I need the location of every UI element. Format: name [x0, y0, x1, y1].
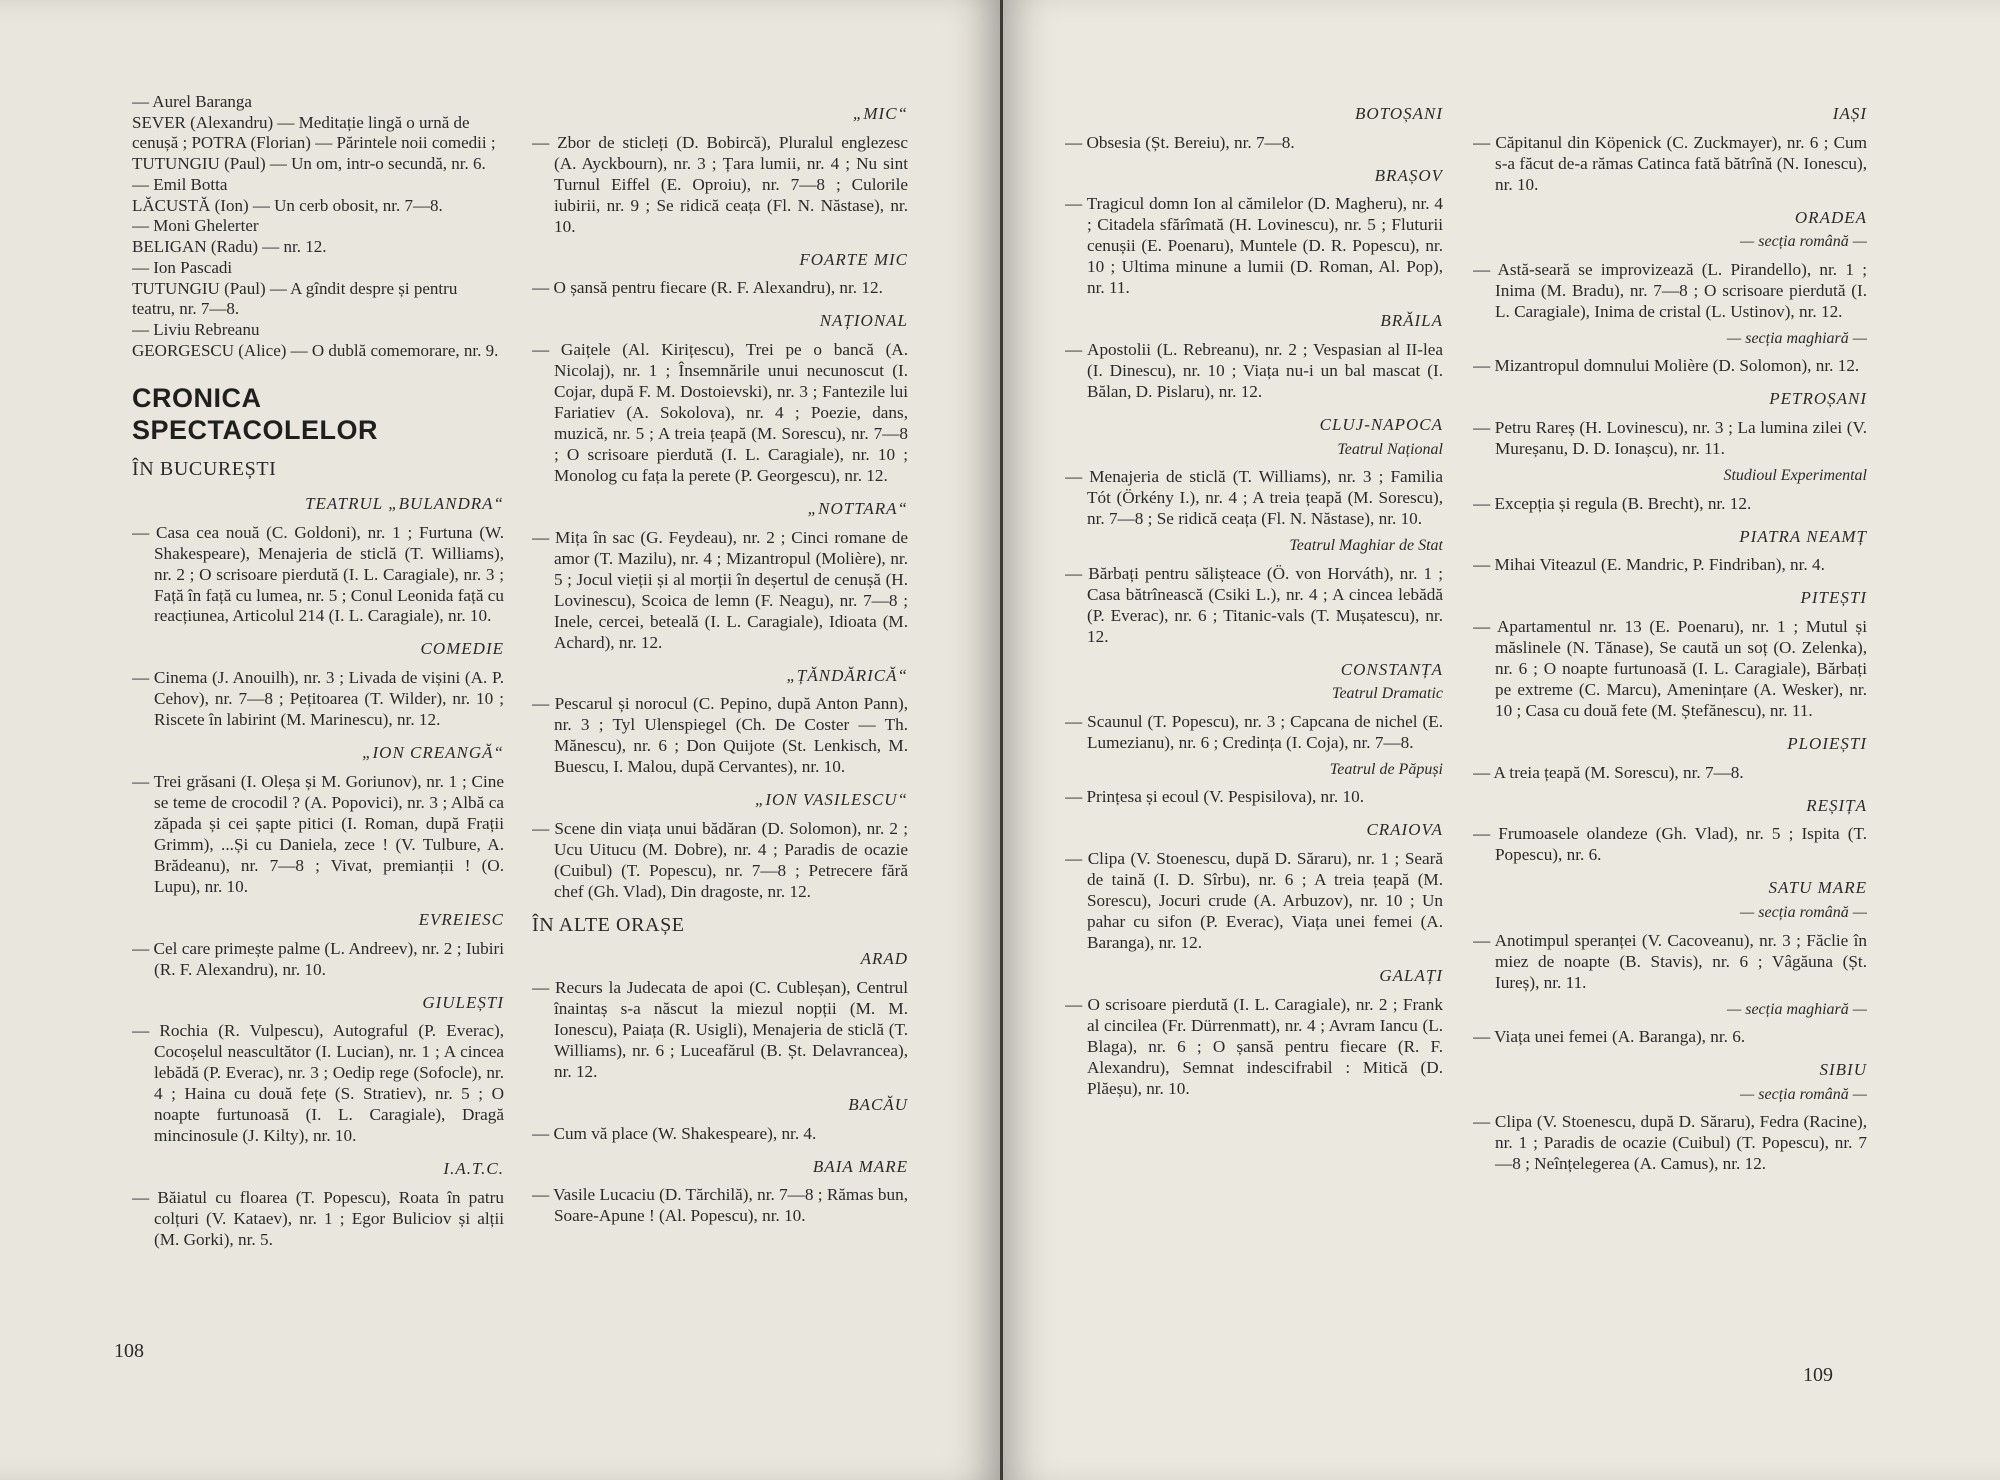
play-list-entry: — Clipa (V. Stoenescu, după D. Săraru), Fedra (Racine), nr. 1 ; Paradis de ocazie (Cuibul) (T. Popescu), nr. 7—8 ; Neînțelegerea (A. Camus), nr. 12. — [1473, 1112, 1867, 1174]
play-list-entry: — Mihai Viteazul (E. Mandric, P. Findriban), nr. 4. — [1473, 555, 1825, 575]
section-subheading: Teatrul Național — [1337, 440, 1443, 458]
play-list-entry: — Petru Rareș (H. Lovinescu), nr. 3 ; La lumina zilei (V. Mureșanu, D. D. Ionașcu), nr. 11. — [1473, 418, 1867, 459]
play-list-entry: — Obsesia (Șt. Bereiu), nr. 7—8. — [1065, 132, 1295, 152]
chronicle-title: CRONICA SPECTACOLELOR — [132, 382, 379, 446]
play-list-entry: — Scaunul (T. Popescu), nr. 3 ; Capcana de nichel (E. Lumezianu), nr. 6 ; Credința (I. Coja), nr. 7—8. — [1065, 711, 1443, 752]
play-list-entry: — Menajeria de sticlă (T. Williams), nr. 3 ; Familia Tót (Örkény I.), nr. 4 ; A treia țeapă (M. Sorescu), nr. 7—8 ; Se ridică ceața (Fl. N. Năstase), nr. 10. — [1065, 467, 1443, 529]
section-heading: NAȚIONAL — [819, 311, 908, 331]
section-subheading: Teatrul Maghiar de Stat — [1289, 537, 1443, 555]
section-heading: SATU MARE — [1768, 878, 1867, 898]
section-heading: PLOIEȘTI — [1787, 733, 1867, 753]
section-heading: SIBIU — [1819, 1060, 1867, 1080]
play-list-entry: — Mița în sac (G. Feydeau), nr. 2 ; Cinci romane de amor (T. Mazilu), nr. 4 ; Mizantropul (Molière), nr. 5 ; Jocul vieții și al morții în deșertul de cenușă (H. Lovinescu), Scoica de lemn (F. Neagu), nr. 7—8 ; Inele, cercei, beteală (I. L. Caragiale), Idioata (M. Achard), nr. 12. — [532, 527, 908, 652]
tribute-line: — Ion Pascadi — [132, 257, 233, 277]
play-list-entry: — A treia țeapă (M. Sorescu), nr. 7—8. — [1473, 762, 1744, 782]
left-column-1 — [132, 92, 504, 1261]
right-column-1 — [1065, 92, 1443, 1110]
play-list-entry: — Bărbați pentru sălișteace (Ö. von Horváth), nr. 1 ; Casa bătrînească (Csiki L.), nr. 4 ; A cincea lebădă (P. Everac), nr. 6 ; Titanic-vals (T. Mușatescu), nr. 12. — [1065, 563, 1443, 646]
section-heading: COMEDIE — [420, 639, 504, 659]
section-heading: CONSTANȚA — [1340, 659, 1443, 679]
play-list-entry: — Cinema (J. Anouilh), nr. 3 ; Livada de vișini (A. P. Cehov), nr. 7—8 ; Pețitoarea (T. Wilder), nr. 10 ; Riscete în labirint (M. Marinescu), nr. 12. — [132, 668, 504, 730]
other-cities-title: ÎN ALTE ORAȘE — [532, 913, 685, 936]
section-subheading: — secția română — — [1740, 1085, 1867, 1103]
section-subheading: — secția română — — [1740, 904, 1867, 922]
section-heading: REȘIȚA — [1806, 795, 1867, 815]
left-column-2 — [532, 92, 908, 1237]
play-list-entry: — Viața unei femei (A. Baranga), nr. 6. — [1473, 1027, 1746, 1047]
tribute-line: SEVER (Alexandru) — Meditație lingă o urnă de cenușă ; POTRA (Florian) — Părintele noii comedii ; TUTUNGIU (Paul) — Un om, intr-o secundă, nr. 6. — [132, 112, 496, 174]
play-list-entry: — Recurs la Judecata de apoi (C. Cubleșan), Centrul înaintaș s-a născut la miezul nopții (M. M. Ionescu), Paiața (R. Usigli), Menajeria de sticlă (T. Williams), nr. 6 ; Luceafărul (B. Șt. Delavrancea), nr. 12. — [532, 978, 908, 1082]
play-list-entry: — O scrisoare pierdută (I. L. Caragiale), nr. 2 ; Frank al cincilea (Fr. Dürrenmatt), nr. 4 ; Avram Iancu (L. Blaga), nr. 6 ; O șansă pentru fiecare (R. F. Alexandru), Semnat indescifrabil : Mitică (D. Plăeșu), nr. 10. — [1065, 994, 1443, 1098]
section-heading: BRĂILA — [1380, 311, 1443, 331]
section-heading: FOARTE MIC — [799, 249, 908, 269]
section-heading: BOTOȘANI — [1355, 104, 1443, 123]
section-heading: BACĂU — [848, 1095, 908, 1115]
section-heading: PETROȘANI — [1769, 389, 1867, 409]
play-list-entry: — Mizantropul domnului Molière (D. Solomon), nr. 12. — [1473, 356, 1860, 376]
section-subheading: Studioul Experimental — [1723, 467, 1867, 485]
section-heading: EVREIESC — [418, 909, 504, 929]
play-list-entry: — Zbor de sticleți (D. Bobircă), Pluralul englezesc (A. Ayckbourn), nr. 3 ; Țara lumii, nr. 4 ; Nu sint Turnul Eiffel (E. Oproiu), nr. 7—8 ; Culorile iubirii, nr. 9 ; Se ridică ceața (Fl. N. Năstase), nr. 10. — [532, 132, 908, 236]
section-subheading: — secția maghiară — — [1727, 1000, 1867, 1018]
right-page — [1003, 0, 2000, 1480]
tribute-line: GEORGESCU (Alice) — O dublă comemorare, nr. 9. — [132, 340, 499, 360]
tribute-line: LĂCUSTĂ (Ion) — Un cerb obosit, nr. 7—8. — [132, 195, 443, 215]
section-heading: I.A.T.C. — [443, 1159, 504, 1179]
section-subheading: — secția română — — [1740, 233, 1867, 251]
play-list-entry: — Rochia (R. Vulpescu), Autograful (P. Everac), Cocoșelul neascultător (I. Lucian), nr. 1 ; A cincea lebădă (P. Everac), nr. 3 ; Oedip rege (Sofocle), nr. 4 ; Haina cu două fețe (S. Stratiev), nr. 5 ; O noapte furtunoasă (I. L. Caragiale), Dragă mincinosule (J. Kilty), nr. 10. — [132, 1021, 504, 1146]
play-list-entry: — Băiatul cu floarea (T. Popescu), Roata în patru colțuri (V. Kataev), nr. 1 ; Egor Buliciov și alții (M. Gorki), nr. 5. — [132, 1187, 504, 1249]
section-heading: BAIA MARE — [812, 1156, 908, 1176]
section-heading: „MIC“ — [852, 104, 908, 123]
play-list-entry: — Gaițele (Al. Kirițescu), Trei pe o bancă (A. Nicolaj), nr. 1 ; Însemnările unui necunoscut (I. Cojar, după F. M. Dostoievski), nr. 3 ; Fantezile lui Fariatiev (A. Sokolova), nr. 4 ; Poezie, dans, muzică, nr. 5 ; A treia țeapă (M. Sorescu), nr. 7—8 ; O scrisoare pierdută (I. L. Caragiale), nr. 10 ; Monolog cu fața la perete (P. Georgescu), nr. 12. — [532, 340, 908, 486]
tribute-line: — Emil Botta — [132, 174, 228, 194]
section-heading: GIULEȘTI — [422, 992, 504, 1012]
section-subheading: — secția maghiară — — [1727, 329, 1867, 347]
play-list-entry: — Trei grăsani (I. Oleșa și M. Goriunov), nr. 1 ; Cine se teme de crocodil ? (A. Popovici), nr. 3 ; Albă ca zăpada și cei șapte pitici (I. Roman, după Frații Grimm), ...Și cu Daniela, zece ! (V. Tulbure, A. Brădeanu), nr. 7—8 ; Vivat, premianții ! (O. Lupu), nr. 10. — [132, 771, 504, 896]
tribute-line: — Moni Ghelerter — [132, 216, 259, 236]
tribute-line: TUTUNGIU (Paul) — A gîndit despre și pentru teatru, nr. 7—8. — [132, 278, 458, 319]
play-list-entry: — Scene din viața unui bădăran (D. Solomon), nr. 2 ; Ucu Uitucu (M. Dobre), nr. 4 ; Paradis de ocazie (Cuibul) (T. Popescu), nr. 7—8 ; Petrecere fără chef (Gh. Vlad), Din dragoste, nr. 12. — [532, 819, 908, 901]
section-heading: PITEȘTI — [1800, 588, 1867, 608]
play-list-entry: — Prințesa și ecoul (V. Pespisilova), nr. 10. — [1065, 787, 1365, 807]
play-list-entry: — Apostolii (L. Rebreanu), nr. 2 ; Vespasian al II-lea (I. Dinescu), nr. 10 ; Viața nu-i un bal mascat (I. Bălan, D. Pislaru), nr. 12. — [1065, 340, 1443, 402]
play-list-entry: — Vasile Lucaciu (D. Tărchilă), nr. 7—8 ; Rămas bun, Soare-Apune ! (Al. Popescu), nr. 10. — [532, 1185, 908, 1226]
play-list-entry: — Căpitanul din Köpenick (C. Zuckmayer), nr. 6 ; Cum s-a făcut de-a rămas Catinca fată bătrînă (N. Ionescu), nr. 10. — [1473, 132, 1867, 194]
tribute-line: — Aurel Baranga — [132, 92, 252, 111]
play-list-entry: — Pescarul și norocul (C. Pepino, după Anton Pann), nr. 3 ; Tyl Ulenspiegel (Ch. De Coster — Th. Mănescu), nr. 6 ; Don Quijote (St. Lenkisch, M. Buescu, I. Malou, după Cervantes), nr. 10. — [532, 694, 908, 777]
play-list-entry: — Frumoasele olandeze (Gh. Vlad), nr. 5 ; Ispita (T. Popescu), nr. 6. — [1473, 824, 1867, 865]
section-subheading: Teatrul de Păpuși — [1329, 760, 1443, 778]
section-heading: GALAȚI — [1379, 966, 1443, 986]
tribute-line: — Liviu Rebreanu — [132, 320, 260, 340]
play-list-entry: — Cel care primește palme (L. Andreev), nr. 2 ; Iubiri (R. F. Alexandru), nr. 10. — [132, 938, 504, 979]
tribute-line: BELIGAN (Radu) — nr. 12. — [132, 237, 327, 257]
play-list-entry: — Cum vă place (W. Shakespeare), nr. 4. — [532, 1123, 817, 1143]
section-heading: ORADEA — [1794, 207, 1867, 227]
section-heading: „NOTTARA“ — [807, 499, 908, 518]
section-heading: „ION CREANGĂ“ — [362, 743, 504, 763]
section-heading: BRAȘOV — [1374, 165, 1443, 185]
play-list-entry: — Casa cea nouă (C. Goldoni), nr. 1 ; Furtuna (W. Shakespeare), Menajeria de sticlă (T. Williams), nr. 2 ; O scrisoare pierdută (I. L. Caragiale), nr. 3 ; Față în față cu lumea, nr. 5 ; Conul Leonida față cu reacțiunea, Articolul 214 (I. L. Caragiale), nr. 10. — [132, 522, 504, 626]
play-list-entry: — Astă-seară se improvizează (L. Pirandello), nr. 1 ; Inima (M. Bradu), nr. 7—8 ; O scrisoare pierdută (I. L. Caragiale), Inima de cristal (L. Ustinov), nr. 12. — [1473, 259, 1867, 321]
play-list-entry: — Clipa (V. Stoenescu, după D. Săraru), nr. 1 ; Seară de taină (I. D. Sîrbu), nr. 6 ; A treia țeapă (M. Sorescu), Jocuri crude (A. Arbuzov), nr. 10 ; Un pahar cu sifon (P. Everac), Viața unei femei (A. Baranga), nr. 12. — [1065, 849, 1443, 953]
section-heading: „ION VASILESCU“ — [754, 790, 908, 810]
bucharest-subtitle: ÎN BUCUREȘTI — [132, 458, 277, 481]
tribute-list — [132, 92, 504, 362]
section-heading: IAȘI — [1832, 104, 1867, 123]
section-heading: CLUJ-NAPOCA — [1319, 415, 1443, 435]
right-column-2 — [1473, 92, 1867, 1185]
section-heading: ARAD — [860, 949, 908, 969]
play-list-entry: — Apartamentul nr. 13 (E. Poenaru), nr. 1 ; Mutul și măslinele (N. Tănase), Se caută un soț (O. Zelenka), nr. 6 ; O noapte furtunoasă (I. L. Caragiale), Bărbați pe extreme (C. Marcu), Amenințare (A. Wesker), nr. 10 ; Casa cu două fete (M. Ștefănescu), nr. 11. — [1473, 617, 1867, 720]
section-heading: PIATRA NEAMȚ — [1739, 526, 1867, 546]
page-number-left: 108 — [114, 1340, 144, 1362]
page-number-right: 109 — [1803, 1364, 1833, 1386]
section-subheading: Teatrul Dramatic — [1332, 685, 1443, 703]
section-heading: „ȚĂNDĂRICĂ“ — [786, 665, 908, 685]
play-list-entry: — Excepția și regula (B. Brecht), nr. 12. — [1473, 493, 1752, 513]
play-list-entry: — Anotimpul speranței (V. Cacoveanu), nr. 3 ; Făclie în miez de noapte (B. Stavis), nr. 6 ; Vâgăuna (Șt. Iureș), nr. 11. — [1473, 930, 1867, 992]
section-heading: TEATRUL „BULANDRA“ — [305, 493, 504, 513]
section-heading: CRAIOVA — [1366, 820, 1443, 840]
play-list-entry: — Tragicul domn Ion al cămilelor (D. Magheru), nr. 4 ; Citadela sfărîmată (H. Lovinescu), nr. 5 ; Fluturii cenușii (E. Poenaru), Muntele (D. R. Popescu), nr. 10 ; Ultima minune a lumii (D. Roman, Al. Pop), nr. 11. — [1065, 194, 1443, 298]
play-list-entry: — O șansă pentru fiecare (R. F. Alexandru), nr. 12. — [532, 278, 883, 298]
